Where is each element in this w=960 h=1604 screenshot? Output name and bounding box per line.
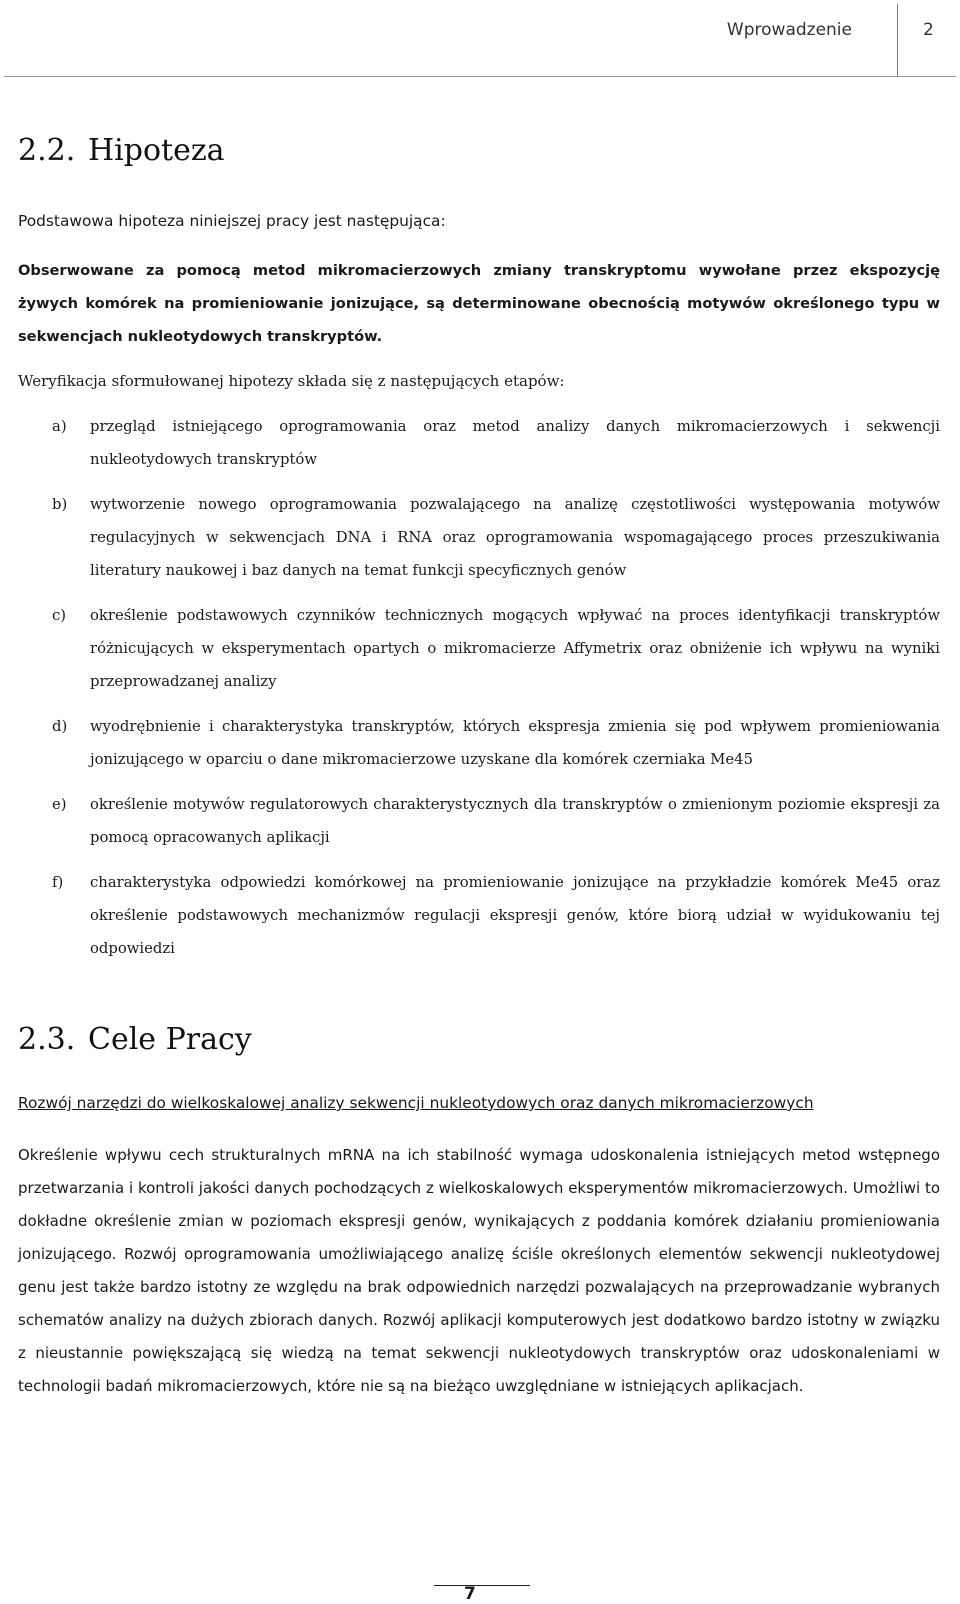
header-rule — [4, 76, 956, 77]
list-item-text: określenie motywów regulatorowych charakterystycznych dla transkryptów o zmienionym poziomie ekspresji za pomocą opracowanych aplikacji — [90, 796, 940, 846]
list-item — [18, 710, 940, 776]
list-item — [18, 488, 940, 587]
verification-intro: Weryfikacja sformułowanej hipotezy składa się z następujących etapów: — [18, 372, 565, 390]
running-header — [0, 0, 960, 78]
list-item-text: charakterystyka odpowiedzi komórkowej na promieniowanie jonizujące na przykładzie komórek Me45 oraz określenie podstawowych mechanizmów regulacji ekspresji genów, które biorą udział w wyidukowaniu tej odpowiedzi — [90, 874, 940, 957]
section-heading-hypothesis — [18, 133, 225, 168]
section-number: 2.3. — [18, 1022, 76, 1057]
list-item — [18, 410, 940, 476]
hypothesis-statement: Obserwowane za pomocą metod mikromacierzowych zmiany transkryptomu wywołane przez ekspozycję żywych komórek na promieniowanie jonizujące, są determinowane obecnością motywów określonego typu w sekwencjach nukleotydowych transkryptów. — [18, 262, 940, 345]
section-title: Hipoteza — [88, 133, 225, 168]
list-item — [18, 599, 940, 698]
section-number: 2.2. — [18, 133, 76, 168]
list-item-text: określenie podstawowych czynników technicznych mogących wpływać na proces identyfikacji transkryptów różnicujących w eksperymentach opartych o mikromacierze Affymetrix oraz obniżenie ich wpływu na wyniki przeprowadzanej analizy — [90, 607, 940, 690]
list-item-text: przegląd istniejącego oprogramowania oraz metod analizy danych mikromacierzowych i sekwencji nukleotydowych transkryptów — [90, 418, 940, 468]
list-item — [18, 866, 940, 965]
goals-body: Określenie wpływu cech strukturalnych mRNA na ich stabilność wymaga udoskonalenia istniejących metod wstępnego przetwarzania i kontroli jakości danych pochodzących z wielkoskalowych eksperymentów mikromacierzowych. Umożliwi to dokładne określenie zmian w poziomach ekspresji genów, wynikających z poddania komórek działaniu promieniowania jonizującego. Rozwój oprogramowania umożliwiającego analizę ściśle określonych elementów sekwencji nukleotydowej genu jest także bardzo istotny ze względu na brak odpowiednich narzędzi pozwalających na przeprowadzanie wybranych schematów analizy na dużych zbiorach danych. Rozwój aplikacji komputerowych jest dodatkowo bardzo istotny w związku z nieustannie powiększającą się wiedzą na temat sekwencji nukleotydowych transkryptów oraz udoskonaleniami w technologii badań mikromacierzowych, które nie są na bieżąco uwzględniane w istniejących aplikacjach. — [18, 1146, 940, 1395]
list-item — [18, 788, 940, 854]
hypothesis-intro: Podstawowa hipoteza niniejszej pracy jest następująca: — [18, 212, 446, 230]
list-marker: e) — [52, 796, 67, 813]
list-marker: c) — [52, 607, 67, 624]
list-item-text: wyodrębnienie i charakterystyka transkryptów, których ekspresja zmienia się pod wpływem promieniowania jonizującego w oparciu o dane mikromacierzowe uzyskane dla komórek czerniaka Me45 — [90, 718, 940, 768]
list-marker: f) — [52, 874, 64, 891]
list-item-text: wytworzenie nowego oprogramowania pozwalającego na analizę częstotliwości występowania motywów regulacyjnych w sekwencjach DNA i RNA oraz oprogramowania wspomagającego proces przeszukiwania literatury naukowej i baz danych na temat funkcji specyficznych genów — [90, 496, 940, 579]
section-heading-goals — [18, 1022, 252, 1057]
chapter-title: Wprowadzenie — [726, 20, 852, 40]
verification-steps — [18, 410, 940, 977]
section-title: Cele Pracy — [88, 1022, 252, 1057]
header-divider — [897, 4, 898, 76]
goals-subheading: Rozwój narzędzi do wielkoskalowej analizy sekwencji nukleotydowych oraz danych mikromacierzowych — [18, 1094, 814, 1112]
list-marker: d) — [52, 718, 68, 735]
chapter-number: 2 — [923, 20, 934, 40]
page-number: 7 — [464, 1584, 476, 1604]
list-marker: b) — [52, 496, 68, 513]
list-marker: a) — [52, 418, 67, 435]
footer-rule — [434, 1585, 530, 1586]
